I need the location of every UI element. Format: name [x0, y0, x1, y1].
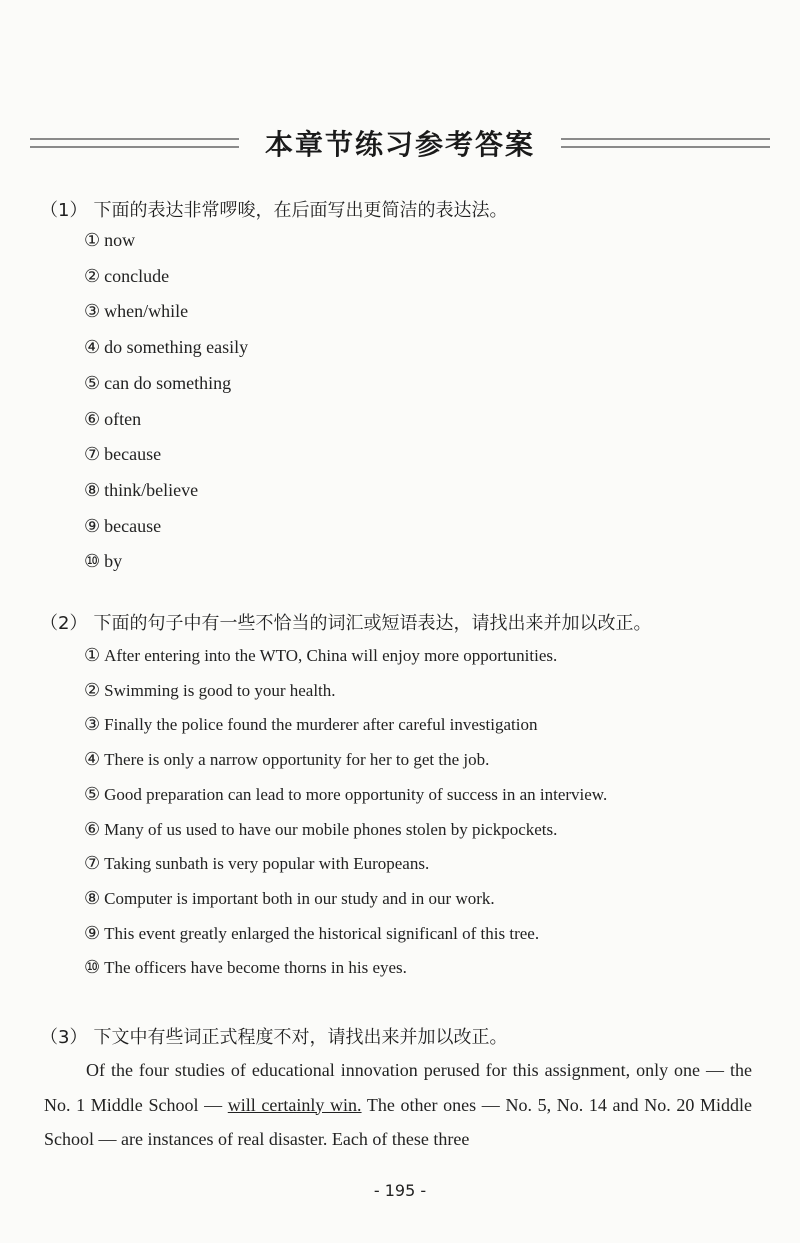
item-marker: ④	[84, 749, 101, 771]
list-item	[84, 509, 248, 545]
item-text: because	[104, 444, 162, 465]
underlined-phrase: will certainly win.	[227, 1094, 362, 1115]
item-text: often	[104, 408, 142, 429]
item-marker: ④	[84, 337, 101, 359]
item-text: think/believe	[104, 479, 199, 500]
item-text: Good preparation can lead to more opportunity of success in an interview.	[104, 784, 608, 804]
item-text: because	[104, 515, 162, 536]
item-marker: ③	[84, 714, 101, 736]
section-3-paragraph	[44, 1053, 752, 1157]
item-marker: ①	[84, 645, 101, 666]
list-item	[84, 330, 248, 366]
item-marker: ③	[84, 301, 101, 323]
list-item	[84, 882, 607, 917]
item-marker: ⑨	[84, 515, 101, 537]
section-2-answer-list	[84, 639, 607, 986]
list-item	[84, 639, 607, 674]
list-item	[84, 294, 248, 330]
item-marker: ⑥	[84, 408, 101, 430]
list-item	[84, 544, 248, 580]
item-text: After entering into the WTO, China will enjoy more opportunities.	[104, 646, 558, 665]
list-item	[84, 366, 248, 402]
list-item	[84, 708, 607, 743]
item-marker: ⑩	[84, 957, 101, 979]
section-3-heading-text: 下文中有些词正式程度不对，请找出来并加以改正。	[93, 1027, 508, 1048]
section-3-number: （3）	[40, 1027, 88, 1048]
item-marker: ②	[84, 265, 101, 287]
item-marker: ⑤	[84, 372, 101, 394]
list-item	[84, 473, 248, 509]
list-item	[84, 813, 607, 848]
page-number: - 195 -	[373, 1181, 427, 1200]
list-item	[84, 437, 248, 473]
list-item	[84, 917, 607, 952]
item-marker: ⑧	[84, 887, 101, 909]
section-2-number: （2）	[40, 613, 88, 634]
item-text: The officers have become thorns in his eyes.	[104, 958, 407, 978]
item-text: now	[104, 230, 136, 250]
section-1-answer-list	[84, 223, 248, 580]
item-text: conclude	[104, 265, 170, 286]
item-marker: ⑥	[84, 818, 101, 840]
item-marker: ⑧	[84, 479, 101, 501]
title-rule-left	[30, 138, 239, 148]
chapter-title-banner	[30, 118, 770, 168]
item-marker: ⑨	[84, 922, 101, 944]
list-item	[84, 259, 248, 295]
list-item	[84, 951, 607, 986]
item-text: by	[104, 551, 123, 572]
item-marker: ⑦	[84, 444, 101, 466]
paragraph-text-after: The other ones — No. 5, No. 14 and No. 20 Middle School — are instances of real disaster. Each of these three	[44, 1094, 753, 1150]
list-item	[84, 847, 607, 882]
section-2-heading-text: 下面的句子中有一些不恰当的词汇或短语表达，请找出来并加以改正。	[93, 613, 652, 634]
item-marker: ②	[84, 679, 101, 701]
list-item	[84, 778, 607, 813]
item-marker: ⑤	[84, 783, 101, 805]
item-text: This event greatly enlarged the historical significanl of this tree.	[104, 923, 540, 943]
item-marker: ⑩	[84, 551, 101, 573]
section-2-heading	[40, 609, 651, 635]
item-text: Computer is important both in our study and in our work.	[104, 888, 495, 908]
item-text: do something easily	[104, 337, 249, 358]
list-item	[84, 743, 607, 778]
item-text: when/while	[104, 301, 189, 322]
item-text: Finally the police found the murderer after careful investigation	[104, 715, 538, 735]
title-rule-right	[561, 138, 770, 148]
page-title: 本章节练习参考答案	[265, 128, 536, 161]
paragraph-text-before: Of the four studies of educational innovation perused for this assignment, only one — the No. 1 Middle School —	[44, 1060, 752, 1115]
list-item	[84, 674, 607, 709]
item-text: Many of us used to have our mobile phones stolen by pickpockets.	[104, 819, 558, 839]
item-text: can do something	[104, 372, 232, 393]
item-text: Taking sunbath is very popular with Europeans.	[104, 854, 430, 874]
item-marker: ⑦	[84, 853, 101, 875]
item-text: Swimming is good to your health.	[104, 680, 336, 700]
section-3-heading	[40, 1023, 507, 1049]
section-1-heading-text: 下面的表达非常啰唆，在后面写出更简洁的表达法。	[93, 200, 508, 221]
list-item	[84, 402, 248, 438]
item-marker: ①	[84, 230, 101, 251]
list-item	[84, 223, 248, 259]
section-1-heading	[40, 196, 507, 222]
section-1-number: （1）	[40, 200, 88, 221]
item-text: There is only a narrow opportunity for her to get the job.	[104, 750, 490, 770]
